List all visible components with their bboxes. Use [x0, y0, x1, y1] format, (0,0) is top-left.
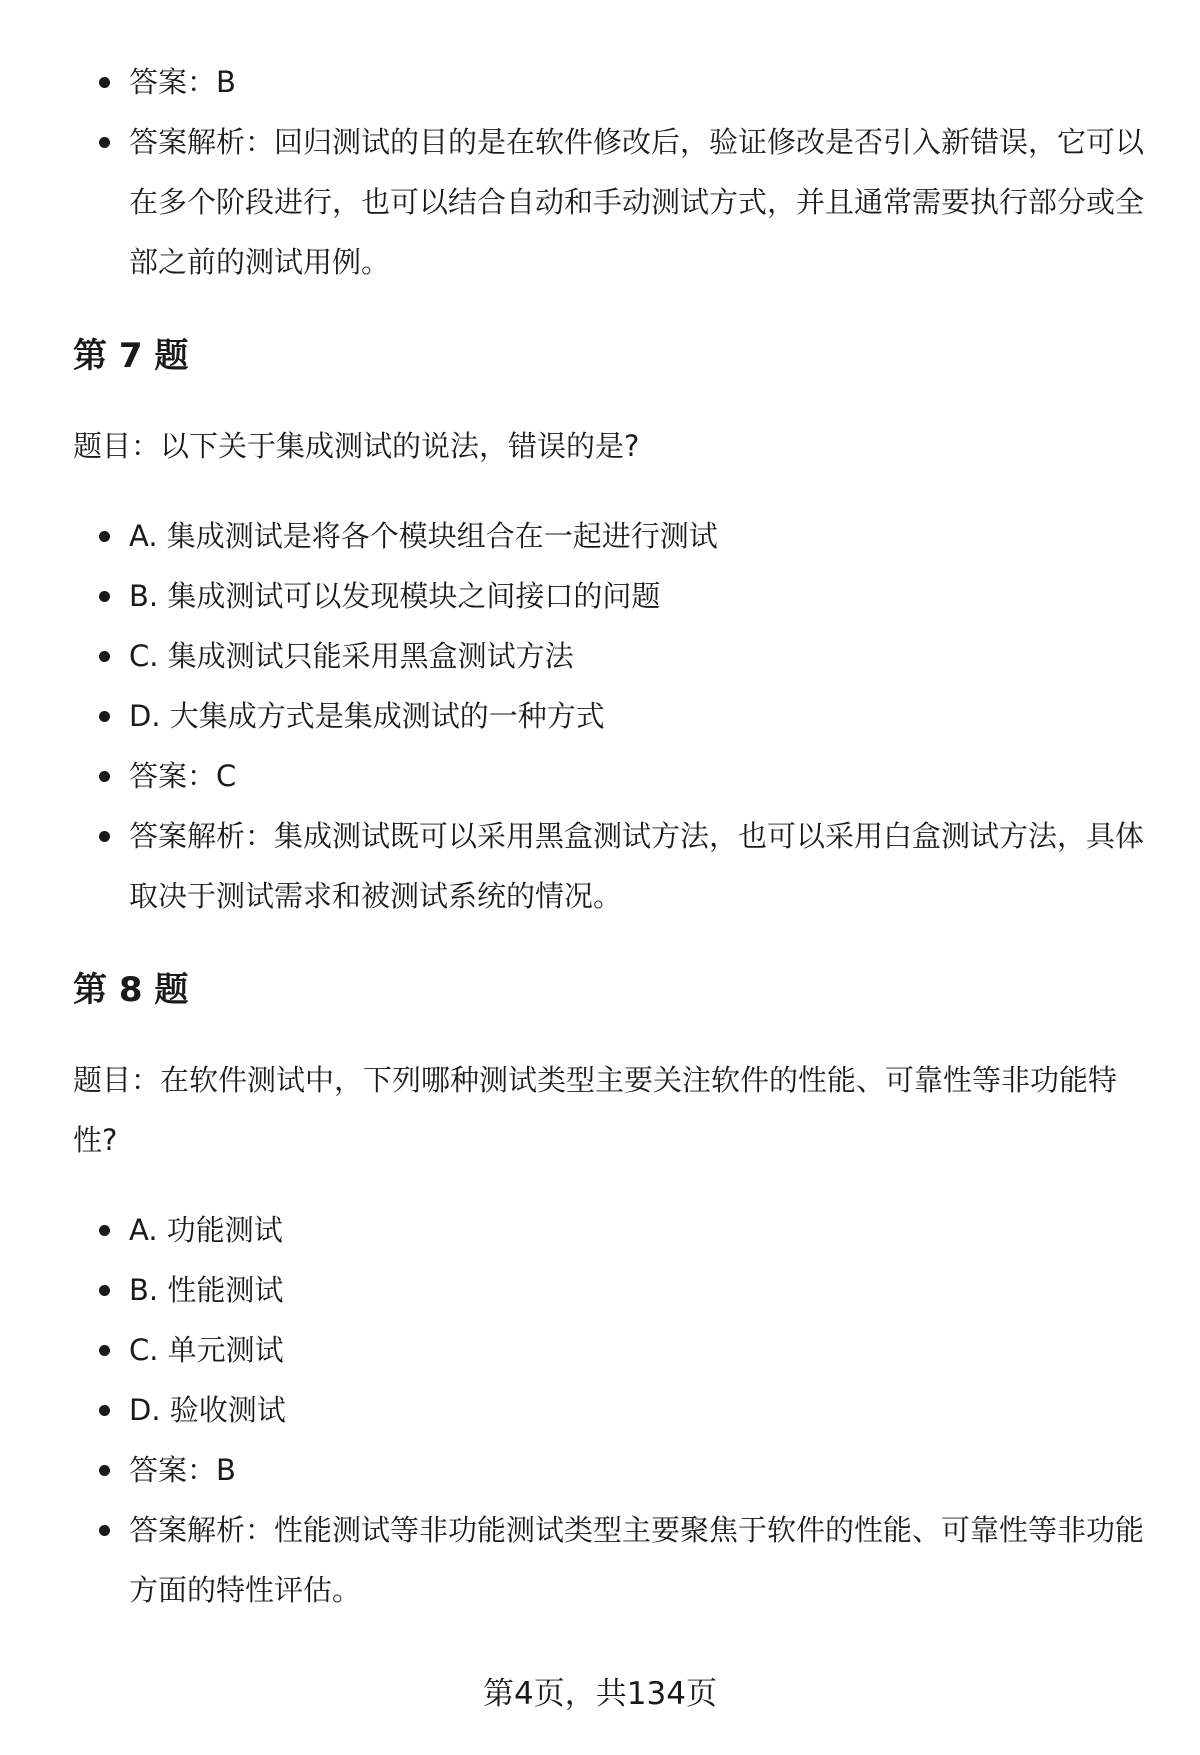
question-title: 第 8 题 [73, 970, 189, 1010]
explanation-item: 答案解析：回归测试的目的是在软件修改后，验证修改是否引入新错误，它可以在多个阶段进行，也可以结合自动和手动测试方式，并且通常需要执行部分或全部之前的测试用例。 [73, 112, 1153, 292]
page-number: 第4页，共134页 [483, 1676, 717, 1712]
previous-question-answer-list [73, 52, 1153, 292]
option-item: D. 验收测试 [73, 1380, 1153, 1440]
page-content [73, 52, 1153, 1620]
question-title: 第 7 题 [73, 336, 189, 376]
answer-item: 答案：C [73, 746, 1153, 806]
explanation-item: 答案解析：集成测试既可以采用黑盒测试方法，也可以采用白盒测试方法，具体取决于测试需求和被测试系统的情况。 [73, 806, 1153, 926]
answer-item: 答案：B [73, 52, 1153, 112]
question-8 [73, 960, 1153, 1620]
option-item: C. 单元测试 [73, 1320, 1153, 1380]
option-item: B. 集成测试可以发现模块之间接口的问题 [73, 566, 1153, 626]
option-item: D. 大集成方式是集成测试的一种方式 [73, 686, 1153, 746]
question-stem: 题目：在软件测试中，下列哪种测试类型主要关注软件的性能、可靠性等非功能特性? [73, 1063, 1118, 1157]
explanation-item: 答案解析：性能测试等非功能测试类型主要聚焦于软件的性能、可靠性等非功能方面的特性评估。 [73, 1500, 1153, 1620]
option-item: A. 集成测试是将各个模块组合在一起进行测试 [73, 506, 1153, 566]
answer-item: 答案：B [73, 1440, 1153, 1500]
option-item: B. 性能测试 [73, 1260, 1153, 1320]
option-list [73, 506, 1153, 926]
question-7 [73, 326, 1153, 926]
option-list [73, 1200, 1153, 1620]
question-stem: 题目：以下关于集成测试的说法，错误的是? [73, 429, 640, 463]
option-item: A. 功能测试 [73, 1200, 1153, 1260]
option-item: C. 集成测试只能采用黑盒测试方法 [73, 626, 1153, 686]
